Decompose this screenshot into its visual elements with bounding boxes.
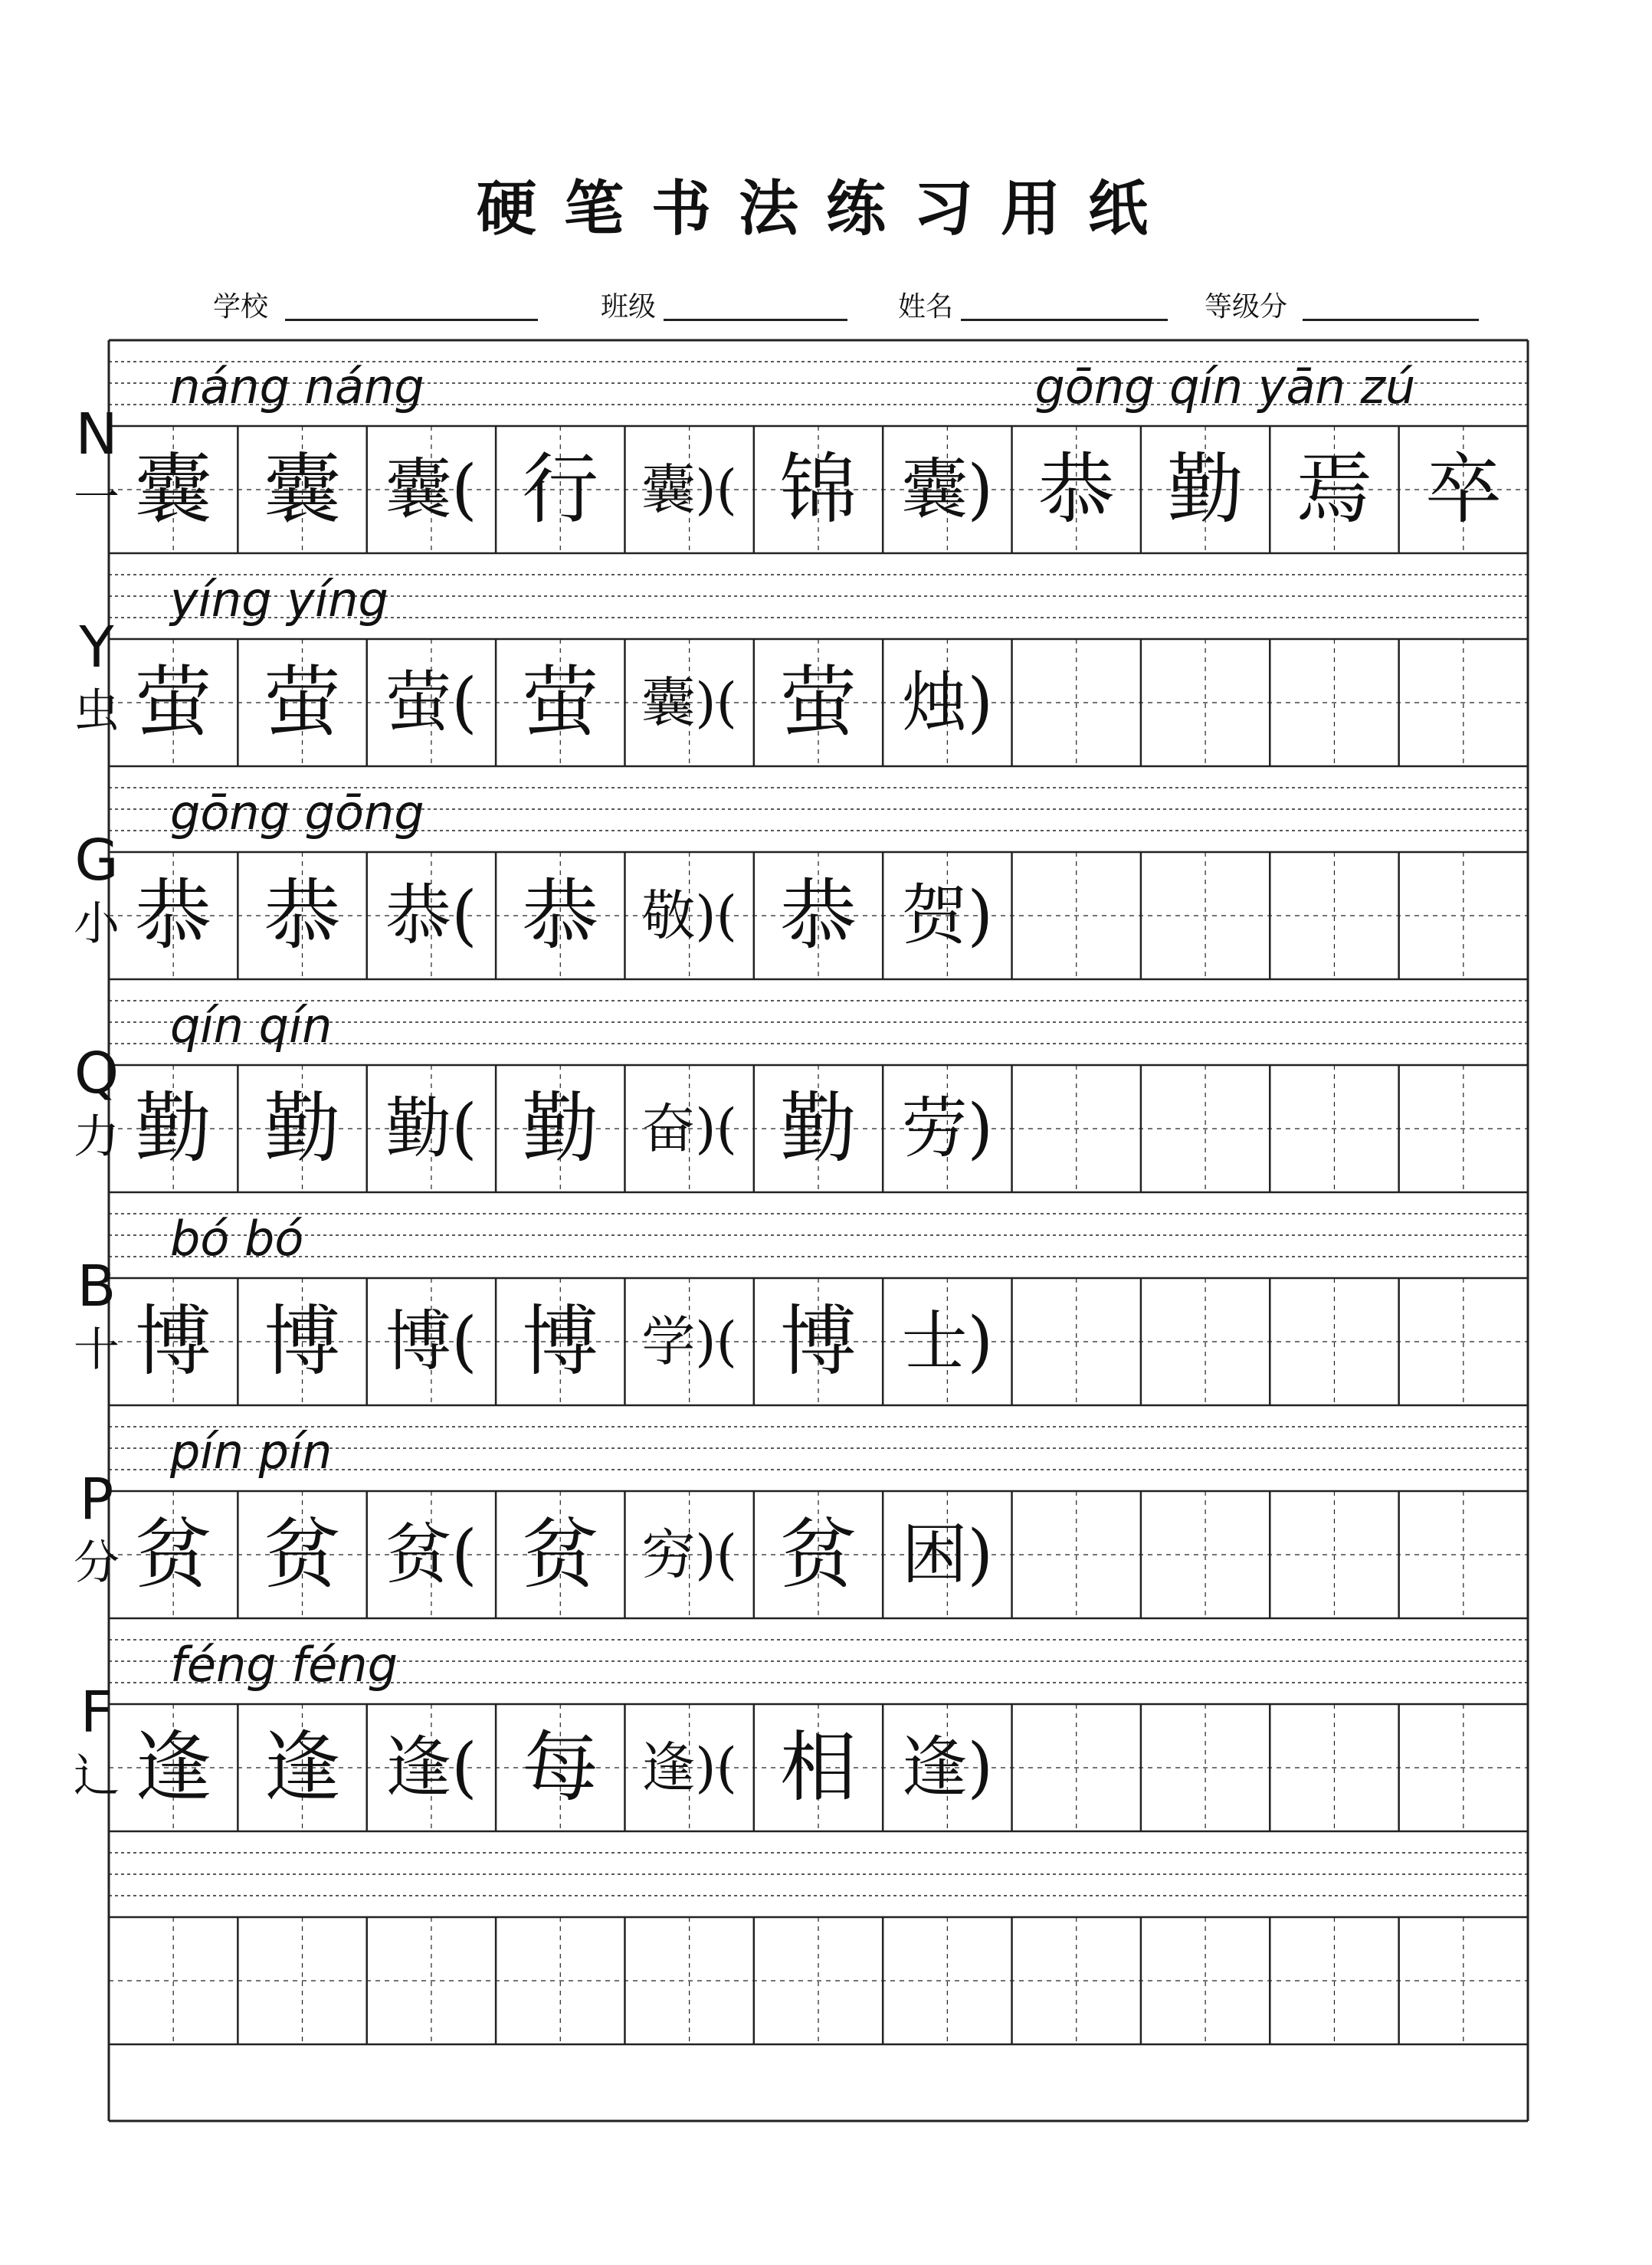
practice-cell[interactable]: 士)	[901, 1303, 994, 1380]
practice-cell[interactable]: 卒	[1424, 444, 1502, 534]
practice-cell[interactable]	[1270, 639, 1398, 766]
radical-hint: 虫	[74, 684, 120, 738]
radical-hint: 十	[74, 1323, 120, 1377]
practice-cell[interactable]	[496, 1917, 624, 2044]
initial-letter: Y	[79, 615, 114, 680]
practice-cell[interactable]: 恭	[135, 870, 212, 960]
practice-cell[interactable]: 萤(	[385, 664, 477, 741]
practice-cell[interactable]: 贫	[779, 1509, 857, 1599]
practice-cell[interactable]: 恭	[522, 870, 599, 960]
practice-cell[interactable]: 博	[522, 1296, 599, 1386]
practice-cell[interactable]	[1399, 852, 1528, 979]
initial-letter: B	[77, 1254, 116, 1319]
radical-hint: 辶	[74, 1749, 120, 1803]
practice-cell[interactable]: 博	[779, 1296, 857, 1386]
practice-cell[interactable]	[1012, 1065, 1141, 1192]
practice-cell[interactable]	[1270, 852, 1398, 979]
practice-cell[interactable]: 萤	[779, 657, 857, 747]
practice-cell[interactable]	[1141, 852, 1270, 979]
practice-cell[interactable]: 烛)	[901, 664, 994, 741]
practice-cell[interactable]: 穷)(	[641, 1523, 737, 1586]
radical-hint: 小	[74, 897, 120, 951]
radical-hint: 分	[74, 1536, 120, 1590]
practice-cell[interactable]	[1012, 639, 1141, 766]
practice-cell[interactable]	[1399, 1917, 1528, 2044]
practice-cell[interactable]: 囊)	[901, 451, 994, 528]
practice-cell[interactable]: 恭	[1037, 444, 1115, 534]
practice-cell[interactable]	[624, 1917, 753, 2044]
practice-cell[interactable]: 逢)(	[641, 1736, 737, 1799]
radical-hint: 一	[74, 471, 120, 525]
practice-cell[interactable]	[1270, 1704, 1398, 1831]
initial-letter: F	[80, 1680, 113, 1745]
practice-cell[interactable]	[238, 1917, 366, 2044]
practice-cell[interactable]: 勤(	[385, 1090, 477, 1167]
practice-cell[interactable]	[1012, 1917, 1141, 2044]
practice-cell[interactable]	[1141, 1917, 1270, 2044]
practice-cell[interactable]: 萤	[522, 657, 599, 747]
practice-cell[interactable]: 劳)	[901, 1090, 994, 1167]
practice-cell[interactable]: 勤	[1167, 444, 1244, 534]
practice-cell[interactable]: 逢	[135, 1723, 212, 1812]
initial-letter: G	[74, 828, 119, 893]
practice-cell[interactable]: 贫	[135, 1509, 212, 1599]
pinyin-right: gōng qín yān zú	[1034, 359, 1416, 415]
pinyin-left: qín qín	[170, 998, 333, 1054]
practice-cell[interactable]: 博(	[385, 1303, 477, 1380]
practice-cell[interactable]: 困)	[901, 1516, 994, 1593]
practice-cell[interactable]: 每	[522, 1723, 599, 1812]
practice-cell[interactable]	[1141, 1491, 1270, 1618]
practice-cell[interactable]: 萤	[264, 657, 341, 747]
pinyin-left: bó bó	[170, 1211, 304, 1267]
practice-cell[interactable]: 勤	[135, 1083, 212, 1173]
practice-cell[interactable]: 逢(	[385, 1729, 477, 1806]
practice-cell[interactable]	[1399, 1704, 1528, 1831]
pinyin-left: pín pín	[170, 1424, 333, 1480]
practice-cell[interactable]: 勤	[779, 1083, 857, 1173]
practice-cell[interactable]: 学)(	[641, 1310, 737, 1373]
practice-cell[interactable]: 贫	[264, 1509, 341, 1599]
practice-cell[interactable]: 恭(	[385, 877, 477, 954]
practice-cell[interactable]: 囊(	[385, 451, 477, 528]
initial-letter: N	[75, 402, 118, 467]
practice-cell[interactable]: 贫	[522, 1509, 599, 1599]
pinyin-left: náng náng	[170, 359, 424, 415]
name-label: 姓名	[898, 291, 954, 323]
practice-cell[interactable]: 囊)(	[641, 671, 737, 734]
practice-cell[interactable]: 囊	[264, 444, 341, 534]
practice-cell[interactable]: 恭	[264, 870, 341, 960]
practice-cell[interactable]	[1012, 1491, 1141, 1618]
practice-cell[interactable]	[1270, 1278, 1398, 1405]
initial-letter: P	[79, 1467, 114, 1532]
radical-hint: 力	[74, 1110, 120, 1164]
school-label: 学校	[213, 291, 269, 323]
practice-cell[interactable]	[109, 1917, 238, 2044]
practice-cell[interactable]	[1270, 1491, 1398, 1618]
practice-cell[interactable]	[883, 1917, 1011, 2044]
practice-cell[interactable]	[1141, 639, 1270, 766]
initial-letter: Q	[74, 1041, 120, 1106]
practice-cell[interactable]	[1399, 1278, 1528, 1405]
practice-cell[interactable]	[1270, 1917, 1398, 2044]
pinyin-left: yíng yíng	[170, 572, 388, 628]
grade-label: 等级分	[1205, 291, 1288, 323]
practice-cell[interactable]	[1399, 639, 1528, 766]
practice-cell[interactable]: 相	[779, 1723, 857, 1812]
practice-cell[interactable]: 贫(	[385, 1516, 477, 1593]
practice-cell[interactable]	[1270, 1065, 1398, 1192]
practice-cell[interactable]: 锦	[779, 444, 857, 534]
practice-cell[interactable]: 囊)(	[641, 458, 737, 521]
page-title: 硬笔书法练习用纸	[476, 174, 1175, 244]
practice-cell[interactable]: 逢	[264, 1723, 341, 1812]
practice-cell[interactable]	[1141, 1065, 1270, 1192]
practice-cell[interactable]: 逢)	[901, 1729, 994, 1806]
pinyin-left: gōng gōng	[170, 785, 424, 841]
practice-cell[interactable]	[1399, 1065, 1528, 1192]
practice-cell[interactable]: 博	[135, 1296, 212, 1386]
practice-cell[interactable]	[1141, 1278, 1270, 1405]
practice-cell[interactable]: 勤	[522, 1083, 599, 1173]
practice-cell[interactable]: 行	[522, 444, 599, 534]
practice-cell[interactable]	[754, 1917, 883, 2044]
practice-cell[interactable]: 博	[264, 1296, 341, 1386]
practice-cell[interactable]	[367, 1917, 496, 2044]
practice-cell[interactable]: 敬)(	[641, 884, 737, 947]
practice-cell[interactable]	[1399, 1491, 1528, 1618]
practice-cell[interactable]	[1012, 852, 1141, 979]
pinyin-left: féng féng	[170, 1637, 398, 1693]
practice-cell[interactable]: 焉	[1296, 444, 1373, 534]
class-label: 班级	[601, 291, 657, 323]
practice-cell[interactable]: 囊	[135, 444, 212, 534]
practice-cell[interactable]: 奋)(	[641, 1097, 737, 1160]
practice-cell[interactable]: 萤	[135, 657, 212, 747]
practice-cell[interactable]: 恭	[779, 870, 857, 960]
practice-cell[interactable]	[1141, 1704, 1270, 1831]
practice-cell[interactable]	[1012, 1278, 1141, 1405]
practice-cell[interactable]: 贺)	[901, 877, 994, 954]
practice-cell[interactable]	[1012, 1704, 1141, 1831]
practice-cell[interactable]: 勤	[264, 1083, 341, 1173]
